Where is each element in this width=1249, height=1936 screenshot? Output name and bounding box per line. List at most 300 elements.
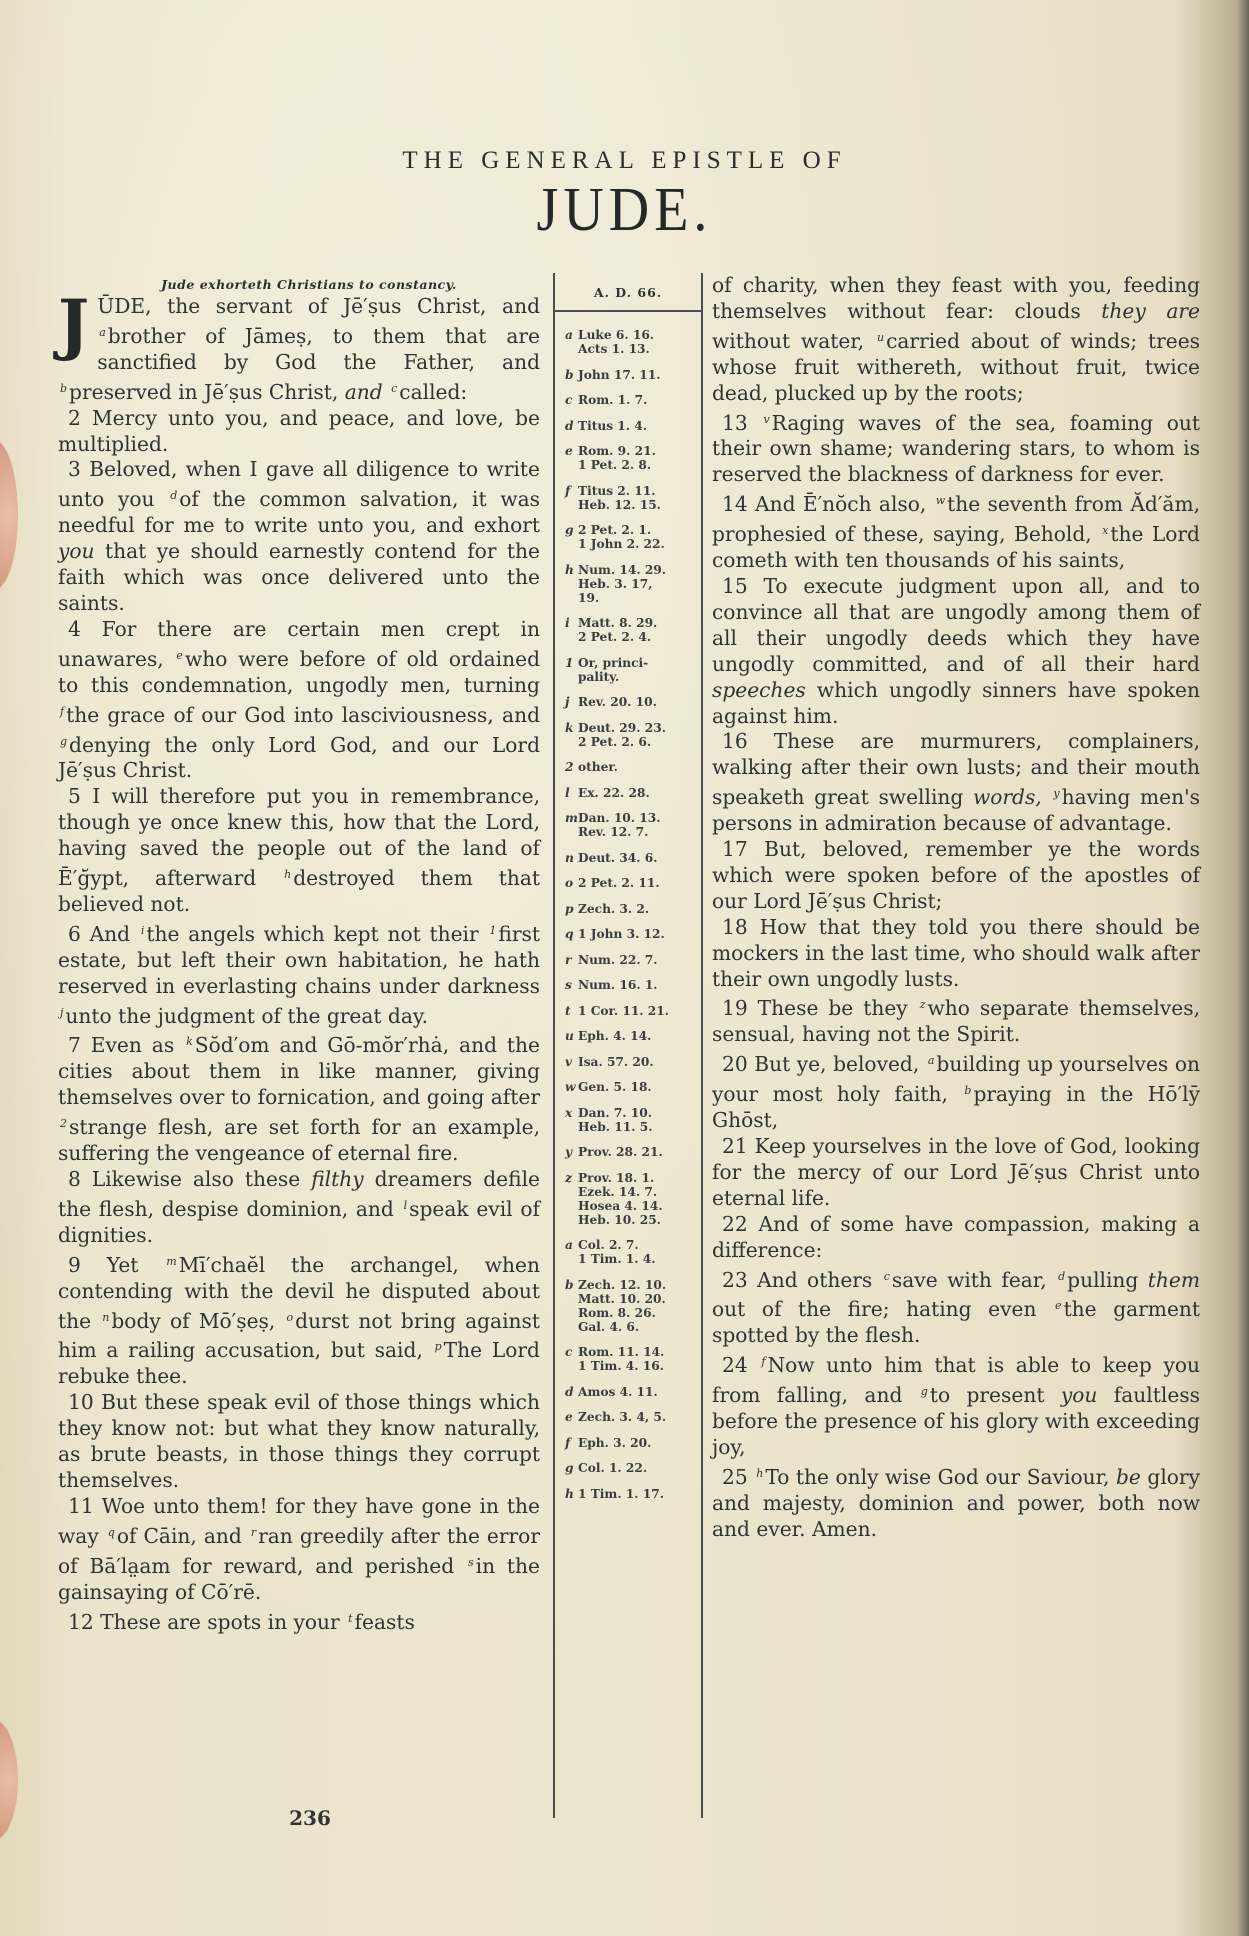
verse-text-run: of the common salvation, it was needful for me to write unto you, and exhort	[58, 487, 540, 538]
footnote-marker: x	[1102, 524, 1109, 538]
verse-text-run: 22 And of some have compassion, making a difference:	[712, 1211, 1200, 1262]
verse-text-run: 8 Likewise also these	[68, 1167, 312, 1191]
reference-line: Eph. 4. 14.	[578, 1029, 652, 1043]
cross-reference	[555, 876, 701, 890]
reference-marker: c	[565, 393, 573, 407]
footnote-marker: d	[1058, 1269, 1066, 1283]
verse-text-run: of charity, when they feast with you, feeding themselves without fear: clouds	[712, 273, 1200, 323]
reference-column	[553, 273, 703, 1818]
cross-reference	[555, 1461, 701, 1475]
reference-lines	[578, 811, 660, 839]
reference-marker: d	[565, 418, 574, 433]
italic-supplied-word: words,	[972, 785, 1042, 810]
reference-lines	[578, 1345, 664, 1373]
footnote-marker: g	[920, 1385, 928, 1399]
reference-lines	[578, 1385, 658, 1399]
verse-text-run: 2 Mercy unto you, and peace, and love, be multiplied.	[58, 405, 540, 456]
footnote-marker: l	[403, 1198, 408, 1212]
reference-lines	[578, 902, 649, 916]
verse-paragraph	[712, 407, 1200, 489]
footnote-marker: z	[919, 998, 926, 1012]
reference-lines	[578, 393, 647, 407]
verse-text-run: Now unto him that is able to keep you from falling, and	[712, 1353, 1201, 1408]
verse-text	[712, 273, 1200, 1543]
reference-marker: q	[565, 927, 574, 941]
verse-text-run: 15 To execute judgment upon all, and to convince all that are ungodly among them of all their ungodly deeds which they have ungodly committed, and of all their hard	[712, 573, 1200, 676]
reference-marker: e	[565, 1410, 573, 1424]
reference-line: 2 Pet. 2. 4.	[578, 630, 652, 644]
page-number: 236	[289, 1806, 331, 1830]
verse-text-run: to present	[929, 1383, 1061, 1408]
verse-text-run: carried about of winds; trees whose fruit withereth, without fruit, twice dead, plucked up by the roots;	[712, 328, 1200, 405]
reference-lines	[578, 1171, 663, 1227]
reference-marker: l	[565, 785, 570, 800]
reference-lines	[578, 656, 648, 684]
reference-marker: h	[565, 1486, 574, 1501]
reference-line: Zech. 12. 10.	[578, 1277, 667, 1292]
cross-reference	[555, 978, 701, 992]
book-kicker: THE GENERAL EPISTLE OF	[402, 147, 847, 174]
reference-marker: s	[565, 978, 572, 992]
reference-marker: a	[565, 1238, 573, 1252]
verse-text-run: ŪDE, the servant of Jē′ṣus Christ, and	[97, 294, 540, 318]
cross-reference	[555, 393, 701, 407]
reference-marker: i	[565, 616, 570, 630]
reference-lines	[578, 1238, 656, 1266]
verse-text-run: the seventh from Ăd′ăm, prophesied of these, saying, Behold,	[712, 492, 1200, 547]
reference-line: 1 Tim. 4. 16.	[578, 1359, 664, 1373]
reference-lines	[578, 721, 666, 749]
verse-text-run: 3 Beloved, when I gave all diligence to write unto you	[58, 457, 540, 512]
reference-marker: o	[565, 876, 574, 890]
cross-reference	[555, 811, 701, 839]
reference-lines	[578, 563, 666, 605]
footnote-marker: v	[763, 412, 770, 426]
verse-text-run: 9 Yet	[68, 1252, 165, 1277]
cross-reference	[555, 1487, 701, 1501]
cross-reference	[555, 721, 701, 749]
verse-paragraph	[712, 992, 1200, 1048]
reference-line: Ex. 22. 28.	[578, 785, 650, 800]
reference-marker: p	[565, 901, 574, 916]
reference-line: Heb. 10. 25.	[578, 1212, 661, 1227]
reference-line: Prov. 28. 21.	[578, 1145, 663, 1159]
reference-marker: g	[565, 1461, 574, 1475]
italic-supplied-word: you	[58, 539, 95, 564]
cross-reference	[555, 1385, 701, 1399]
footnote-marker: g	[60, 734, 68, 748]
verse-text-run	[1042, 785, 1052, 809]
reference-marker: j	[565, 695, 570, 709]
cross-reference	[555, 695, 701, 709]
verse-text-run: To the only wise God our Saviour,	[765, 1464, 1116, 1489]
cross-reference	[555, 1029, 701, 1043]
cross-reference	[555, 1004, 701, 1018]
reference-marker: b	[565, 1277, 574, 1292]
reference-marker: f	[565, 483, 571, 498]
verse-text-run: 18 How that they told you there should be mockers in the last time, who should walk after their own ungodly lusts.	[712, 914, 1200, 991]
footnote-marker: r	[250, 1525, 257, 1539]
verse-text-run: 5 I will therefore put you in remembrance, though ye once knew this, how that the Lord, having saved the people out of the land of Ē′ġ̆ypt, afterward	[58, 784, 540, 891]
cross-reference	[555, 656, 701, 684]
reference-lines	[578, 927, 665, 941]
reference-lines	[578, 523, 665, 551]
verse-text-run: brother of Jāmeṣ, to them that are sanctified by God the Father, and	[97, 323, 540, 374]
verse-text-run: 25	[722, 1464, 755, 1489]
reference-line: Heb. 11. 5.	[578, 1119, 653, 1134]
reference-marker: x	[565, 1105, 573, 1120]
reference-line: Matt. 10. 20.	[578, 1291, 666, 1306]
footnote-marker: h	[756, 1466, 764, 1480]
cross-reference	[555, 444, 701, 472]
cross-reference	[555, 328, 701, 356]
reference-line: Gal. 4. 6.	[578, 1319, 640, 1334]
drop-cap: J	[58, 285, 90, 363]
cross-reference	[555, 927, 701, 941]
verse-text-run: which ungodly sinners have spoken against him.	[712, 677, 1200, 728]
footnote-marker: n	[102, 1310, 110, 1324]
verse-paragraph	[712, 1461, 1200, 1543]
reference-marker: r	[565, 952, 572, 967]
footnote-marker: e	[176, 648, 183, 662]
reference-lines	[578, 484, 661, 512]
verse-paragraph	[712, 1048, 1200, 1134]
reference-line: Titus 2. 11.	[578, 483, 656, 498]
cross-reference	[555, 902, 701, 916]
verse-paragraph	[58, 918, 540, 1030]
footnote-marker: o	[286, 1310, 294, 1324]
reference-marker: c	[565, 1345, 573, 1359]
reference-marker: a	[565, 328, 573, 342]
reference-marker: m	[565, 811, 578, 825]
reference-marker: d	[565, 1384, 574, 1399]
verse-text-run: body of Mō′ṣeṣ,	[111, 1308, 285, 1333]
footnote-marker: b	[60, 381, 68, 395]
verse-text-run: dreamers defile the flesh, despise dominion, and	[58, 1167, 540, 1221]
reference-lines	[578, 978, 658, 992]
verse-text-run: denying the only Lord God, and our Lord Jē′ṣus Christ.	[58, 732, 540, 783]
reference-line: 2 Pet. 2. 1.	[578, 523, 652, 537]
footnote-marker: 2	[60, 1117, 67, 1131]
page-edge-stain	[0, 440, 18, 590]
cross-reference	[555, 851, 701, 865]
left-text-column	[58, 273, 540, 1635]
reference-lines	[578, 1436, 651, 1450]
footnote-marker: f	[761, 1355, 766, 1369]
verse-text-run: 19 These be they	[722, 996, 918, 1021]
verse-paragraph	[58, 1167, 540, 1249]
reference-line: Rom. 11. 14.	[578, 1345, 665, 1359]
verse-paragraph	[58, 617, 540, 784]
cross-reference	[555, 1278, 701, 1334]
verse-paragraph	[712, 1349, 1200, 1461]
verse-paragraph	[58, 1494, 540, 1606]
reference-line: 1 Tim. 1. 4.	[578, 1252, 656, 1266]
reference-line: Rev. 12. 7.	[578, 825, 649, 839]
verse-text-run: 23 And others	[722, 1267, 882, 1292]
reference-line: Isa. 57. 20.	[578, 1054, 654, 1069]
verse-text-run: 12 These are spots in your	[68, 1609, 347, 1634]
footnote-marker: h	[284, 868, 292, 882]
footnote-marker: i	[140, 923, 145, 937]
reference-lines	[578, 1029, 651, 1043]
footnote-marker: c	[883, 1269, 890, 1283]
footnote-marker: m	[166, 1254, 177, 1268]
verse-text-run: called:	[399, 379, 468, 404]
reference-lines	[578, 1461, 647, 1475]
italic-supplied-word: they are	[1101, 298, 1200, 323]
verse-paragraph	[58, 406, 540, 458]
reference-line: Titus 1. 4.	[578, 418, 647, 433]
verse-paragraph	[58, 285, 540, 406]
reference-line: Luke 6. 16.	[578, 328, 655, 342]
reference-line: 19.	[578, 590, 600, 605]
cross-reference	[555, 1145, 701, 1159]
verse-text-run: 17 But, beloved, remember ye the words which were spoken before of the apostles of our Lord Jē′ṣus Christ;	[712, 837, 1200, 913]
footnote-marker: e	[1055, 1299, 1062, 1313]
reference-marker: e	[565, 444, 573, 458]
cross-reference	[555, 1410, 701, 1424]
footnote-marker: q	[107, 1525, 115, 1539]
verse-text	[58, 285, 540, 1635]
cross-reference	[555, 616, 701, 644]
reference-line: Zech. 3. 4, 5.	[578, 1410, 667, 1424]
italic-supplied-word: you	[1060, 1383, 1098, 1408]
reference-line: Eph. 3. 20.	[578, 1435, 652, 1450]
right-text-column	[712, 273, 1200, 1543]
reference-marker: y	[565, 1145, 573, 1159]
chapter-summary: Jude exhorteth Christians to constancy.	[161, 277, 457, 292]
footnote-marker: w	[935, 494, 946, 508]
verse-text-run: pulling	[1067, 1267, 1148, 1292]
reference-lines	[578, 695, 657, 709]
verse-paragraph	[712, 915, 1200, 993]
footnote-marker: f	[60, 704, 65, 718]
reference-marker: 2	[565, 760, 574, 774]
reference-lines	[578, 328, 654, 356]
reference-line: Dan. 7. 10.	[578, 1105, 652, 1120]
verse-text-run: 7 Even as	[68, 1033, 185, 1058]
footnote-marker: a	[927, 1054, 935, 1068]
cross-reference	[555, 563, 701, 605]
verse-text-run: the angels which kept not their	[146, 921, 488, 946]
italic-supplied-word: and	[344, 379, 383, 404]
reference-line: Deut. 34. 6.	[578, 850, 658, 865]
cross-reference	[555, 523, 701, 551]
reference-line: 1 John 2. 22.	[578, 537, 665, 551]
verse-paragraph	[712, 1212, 1200, 1264]
verse-text-run: Mī′chaĕl the archangel, when contending with the devil he disputed about the	[58, 1252, 540, 1333]
verse-text-run: 4 For there are certain men crept in unawares,	[58, 616, 540, 671]
cross-reference	[555, 953, 701, 967]
reference-line: Dan. 10. 13.	[578, 811, 661, 825]
cross-reference	[555, 1171, 701, 1227]
reference-line: 2 Pet. 2. 6.	[578, 734, 652, 749]
verse-text-run: first estate, but left their own habitation, he hath reserved in everlasting chains under darkness	[58, 921, 540, 998]
reference-line: Zech. 3. 2.	[578, 901, 650, 916]
reference-lines	[578, 616, 657, 644]
reference-lines	[578, 1145, 663, 1159]
cross-reference	[555, 760, 701, 774]
reference-lines	[578, 851, 657, 865]
reference-lines	[578, 760, 618, 774]
date-note: A. D. 66.	[555, 273, 701, 312]
reference-line: Rom. 9. 21.	[578, 444, 656, 458]
footnote-marker: s	[468, 1555, 474, 1569]
reference-lines	[578, 1410, 666, 1424]
reference-marker: 1	[565, 655, 574, 670]
reference-lines	[578, 1055, 654, 1069]
reference-marker: u	[565, 1029, 574, 1043]
verse-text-run: the grace of our God into lasciviousness, and	[66, 702, 540, 727]
reference-line: Heb. 3. 17,	[578, 576, 653, 591]
verse-text-run: durst not bring against him a railing accusation, but said,	[58, 1308, 540, 1363]
verse-paragraph	[712, 1264, 1200, 1350]
verse-text-run: preserved in Jē′ṣus Christ,	[69, 379, 345, 404]
reference-line: Num. 14. 29.	[578, 562, 667, 577]
reference-marker: v	[565, 1054, 573, 1069]
reference-list	[555, 328, 701, 1501]
verse-text-run: 16 These are murmurers, complainers, walking after their own lusts; and their mouth speaketh great swelling	[712, 729, 1200, 810]
footnote-marker: a	[99, 325, 106, 339]
book-title: JUDE.	[536, 175, 713, 245]
italic-supplied-word: be	[1115, 1464, 1141, 1489]
verse-paragraph	[712, 574, 1200, 729]
cross-reference	[555, 368, 701, 382]
verse-text-run: 13	[722, 410, 762, 435]
verse-paragraph	[712, 488, 1200, 574]
verse-text-run: the garment spotted by the flesh.	[712, 1297, 1201, 1348]
cross-reference	[555, 484, 701, 512]
reference-line: Matt. 8. 29.	[578, 616, 658, 630]
reference-line: 1 John 3. 12.	[578, 927, 665, 941]
verse-text-run: 11 Woe unto them! for they have gone in the way	[58, 1493, 540, 1548]
verse-text-run: ran greedily after the error of Bā′la̤am for reward, and perished	[58, 1523, 540, 1578]
verse-text-run: save with fear,	[891, 1267, 1057, 1292]
reference-line: Rev. 20. 10.	[578, 695, 657, 709]
italic-supplied-word: them	[1147, 1267, 1201, 1292]
footnote-marker: p	[434, 1340, 442, 1354]
verse-paragraph	[712, 1134, 1200, 1212]
reference-line: Col. 1. 22.	[578, 1461, 648, 1475]
verse-paragraph	[712, 837, 1200, 915]
verse-text-run: 14 And Ē′nŏch also,	[722, 492, 934, 517]
verse-text-run: praying in the Hō′lȳ Ghōst,	[712, 1082, 1200, 1133]
verse-text-run: faultless before the presence of his glory with exceeding joy,	[712, 1383, 1200, 1459]
verse-text-run	[383, 380, 389, 404]
reference-lines	[578, 953, 658, 967]
reference-line: Num. 22. 7.	[578, 952, 658, 967]
reference-lines	[578, 1487, 664, 1501]
cross-reference	[555, 1080, 701, 1094]
verse-text-run: 21 Keep yourselves in the love of God, looking for the mercy of our Lord Jē′ṣus Christ unto eternal life.	[712, 1134, 1200, 1210]
reference-line: Hosea 4. 14.	[578, 1198, 663, 1213]
page-edge-stain	[0, 1720, 18, 1840]
verse-text-run: strange flesh, are set forth for an example, suffering the vengeance of eternal fire.	[58, 1115, 540, 1166]
footnote-marker: k	[186, 1035, 193, 1049]
verse-text-run: 24	[722, 1353, 760, 1378]
reference-line: Or, princi-	[578, 655, 649, 670]
footnote-marker: c	[391, 381, 398, 395]
footnote-marker: t	[348, 1611, 353, 1625]
footnote-marker: y	[1053, 787, 1060, 801]
reference-lines	[578, 368, 661, 382]
verse-text-run: Raging waves of the sea, foaming out their own shame; wandering stars, to whom is reserved the blackness of darkness for ever.	[712, 410, 1201, 487]
verse-paragraph	[58, 1029, 540, 1167]
verse-text-run: who separate themselves, sensual, having not the Spirit.	[712, 996, 1200, 1047]
verse-paragraph	[58, 1606, 540, 1636]
reference-line: pality.	[578, 669, 620, 684]
reference-marker: n	[565, 850, 574, 865]
cross-reference	[555, 419, 701, 433]
verse-text-run: glory and majesty, dominion and power, both now and ever. Amen.	[712, 1464, 1200, 1541]
verse-text-run: in the gainsaying of Cō′rē.	[58, 1553, 540, 1604]
italic-supplied-word: filthy	[311, 1167, 364, 1191]
cross-reference	[555, 1345, 701, 1373]
cross-reference	[555, 786, 701, 800]
reference-line: John 17. 11.	[578, 367, 661, 382]
reference-line: Rom. 1. 7.	[578, 393, 648, 407]
reference-marker: g	[565, 523, 574, 537]
reference-marker: k	[565, 720, 574, 735]
verse-text-run: The Lord rebuke thee.	[58, 1338, 540, 1389]
cross-reference	[555, 1106, 701, 1134]
verse-text-run: the Lord cometh with ten thousands of his saints,	[712, 522, 1200, 573]
footnote-marker: u	[876, 330, 885, 344]
verse-text-run: 20 But ye, beloved,	[722, 1052, 926, 1077]
reference-line: 1 Tim. 1. 17.	[578, 1486, 664, 1501]
footnote-marker: b	[964, 1084, 972, 1098]
cross-reference	[555, 1055, 701, 1069]
footnote-marker: j	[60, 1005, 64, 1019]
reference-line: Rom. 8. 26.	[578, 1305, 656, 1320]
cross-reference	[555, 1436, 701, 1450]
reference-line: Num. 16. 1.	[578, 978, 658, 992]
reference-marker: h	[565, 562, 574, 577]
reference-lines	[578, 419, 647, 433]
reference-line: Ezek. 14. 7.	[578, 1184, 658, 1199]
verse-text-run: building up yourselves on your most holy faith,	[712, 1052, 1200, 1107]
reference-line: Prov. 18. 1.	[578, 1170, 655, 1185]
italic-supplied-word: speeches	[712, 677, 806, 702]
verse-text-run: Sŏd′om and Gō-mŏr′rhȧ, and the cities about them in like manner, giving themselves over to fornication, and going after	[58, 1033, 540, 1110]
reference-marker: t	[565, 1003, 571, 1018]
cross-reference	[555, 1238, 701, 1266]
reference-marker: b	[565, 367, 574, 382]
footnote-marker: d	[170, 489, 178, 503]
reference-lines	[578, 1106, 652, 1134]
reference-line: Heb. 12. 15.	[578, 497, 661, 512]
verse-paragraph	[712, 273, 1200, 407]
verse-paragraph	[58, 784, 540, 918]
verse-text-run: who were before of old ordained to this condemnation, ungodly men, turning	[58, 646, 540, 697]
reference-line: other.	[578, 760, 618, 774]
verse-text-run: 10 But these speak evil of those things which they know not: but what they know naturally, as brute beasts, in those things they corrupt themselves.	[58, 1390, 540, 1492]
verse-text-run: 6 And	[68, 921, 139, 946]
reference-lines	[578, 444, 656, 472]
reference-line: Deut. 29. 23.	[578, 720, 666, 735]
verse-paragraph	[58, 1249, 540, 1391]
verse-text-run: without water,	[712, 328, 875, 353]
verse-paragraph	[58, 1390, 540, 1494]
verse-text-run: that ye should earnestly contend for the faith which was once delivered unto the saints.	[58, 539, 540, 615]
verse-text-run: destroyed them that believed not.	[58, 866, 540, 916]
reference-marker: w	[565, 1080, 576, 1094]
reference-line: Acts 1. 13.	[578, 342, 650, 356]
verse-text-run: unto the judgment of the great day.	[65, 1003, 429, 1028]
reference-lines	[578, 786, 650, 800]
verse-text-run: having men's persons in admiration because of advantage.	[712, 785, 1200, 836]
